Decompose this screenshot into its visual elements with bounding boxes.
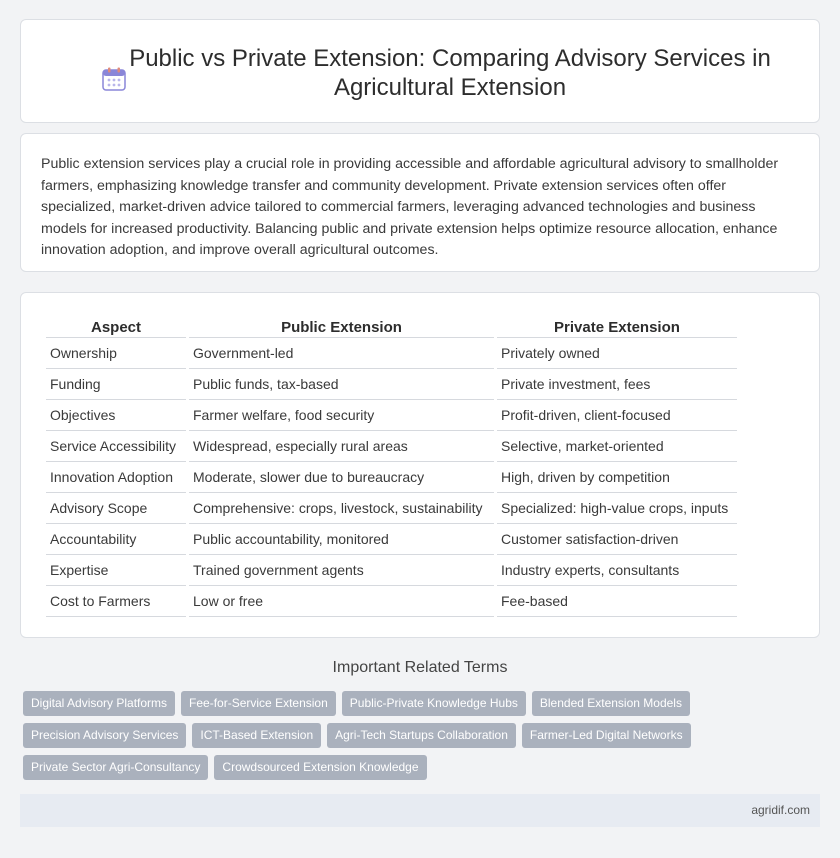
cell-private: Profit-driven, client-focused bbox=[497, 400, 737, 431]
cell-public: Farmer welfare, food security bbox=[189, 400, 494, 431]
cell-private: Private investment, fees bbox=[497, 369, 737, 400]
cell-aspect: Ownership bbox=[46, 338, 186, 369]
related-term-tag[interactable]: Farmer-Led Digital Networks bbox=[522, 723, 691, 748]
table-row bbox=[46, 524, 737, 555]
table-row bbox=[46, 369, 737, 400]
related-term-tag[interactable]: Fee-for-Service Extension bbox=[181, 691, 336, 716]
cell-private: High, driven by competition bbox=[497, 462, 737, 493]
cell-public: Low or free bbox=[189, 586, 494, 617]
cell-aspect: Funding bbox=[46, 369, 186, 400]
footer bbox=[20, 794, 820, 827]
cell-public: Government-led bbox=[189, 338, 494, 369]
cell-aspect: Accountability bbox=[46, 524, 186, 555]
related-term-tag[interactable]: Agri-Tech Startups Collaboration bbox=[327, 723, 516, 748]
cell-aspect: Innovation Adoption bbox=[46, 462, 186, 493]
cell-private: Privately owned bbox=[497, 338, 737, 369]
related-term-tag[interactable]: ICT-Based Extension bbox=[192, 723, 321, 748]
table-row bbox=[46, 338, 737, 369]
related-term-tag[interactable]: Public-Private Knowledge Hubs bbox=[342, 691, 526, 716]
summary-text: Public extension services play a crucial role in providing accessible and affordable agricultural advisory to smallholder farmers, emphasizing knowledge transfer and community development. Private extension services often offer specialized, market-driven advice tailored to commercial farmers, leveraging advanced technologies and business models for increased productivity. Balancing public and private extension helps optimize resource allocation, enhance innovation adoption, and improve overall agricultural outcomes. bbox=[41, 156, 779, 259]
cell-public: Moderate, slower due to bureaucracy bbox=[189, 462, 494, 493]
table-row bbox=[46, 555, 737, 586]
cell-private: Specialized: high-value crops, inputs bbox=[497, 493, 737, 524]
header-private-extension: Private Extension bbox=[497, 315, 737, 338]
footer-site-link[interactable]: agridif.com bbox=[751, 803, 810, 817]
cell-public: Public accountability, monitored bbox=[189, 524, 494, 555]
cell-private: Industry experts, consultants bbox=[497, 555, 737, 586]
table-row bbox=[46, 493, 737, 524]
cell-private: Customer satisfaction-driven bbox=[497, 524, 737, 555]
cell-public: Trained government agents bbox=[189, 555, 494, 586]
table-row bbox=[46, 400, 737, 431]
cell-public: Comprehensive: crops, livestock, sustainability bbox=[189, 493, 494, 524]
cell-aspect: Objectives bbox=[46, 400, 186, 431]
cell-aspect: Expertise bbox=[46, 555, 186, 586]
cell-public: Widespread, especially rural areas bbox=[189, 431, 494, 462]
cell-private: Selective, market-oriented bbox=[497, 431, 737, 462]
cell-aspect: Cost to Farmers bbox=[46, 586, 186, 617]
table-header-row bbox=[46, 315, 737, 338]
cell-private: Fee-based bbox=[497, 586, 737, 617]
related-term-tag[interactable]: Private Sector Agri-Consultancy bbox=[23, 755, 208, 780]
related-term-tag[interactable]: Blended Extension Models bbox=[532, 691, 690, 716]
cell-aspect: Advisory Scope bbox=[46, 493, 186, 524]
page-title: Public vs Private Extension: Comparing Advisory Services in Agricultural Extension bbox=[129, 45, 771, 101]
title-card bbox=[20, 19, 820, 123]
comparison-table-card bbox=[20, 292, 820, 638]
cell-public: Public funds, tax-based bbox=[189, 369, 494, 400]
related-terms-list bbox=[23, 691, 723, 780]
table-row bbox=[46, 431, 737, 462]
table-body bbox=[46, 338, 737, 617]
table-row bbox=[46, 586, 737, 617]
related-term-tag[interactable]: Digital Advisory Platforms bbox=[23, 691, 175, 716]
related-term-tag[interactable]: Crowdsourced Extension Knowledge bbox=[214, 755, 426, 780]
related-terms-title: Important Related Terms bbox=[332, 659, 508, 676]
related-term-tag[interactable]: Precision Advisory Services bbox=[23, 723, 186, 748]
header-aspect: Aspect bbox=[46, 315, 186, 338]
table-row bbox=[46, 462, 737, 493]
comparison-table bbox=[43, 315, 740, 617]
summary-card bbox=[20, 133, 820, 272]
cell-aspect: Service Accessibility bbox=[46, 431, 186, 462]
header-public-extension: Public Extension bbox=[189, 315, 494, 338]
